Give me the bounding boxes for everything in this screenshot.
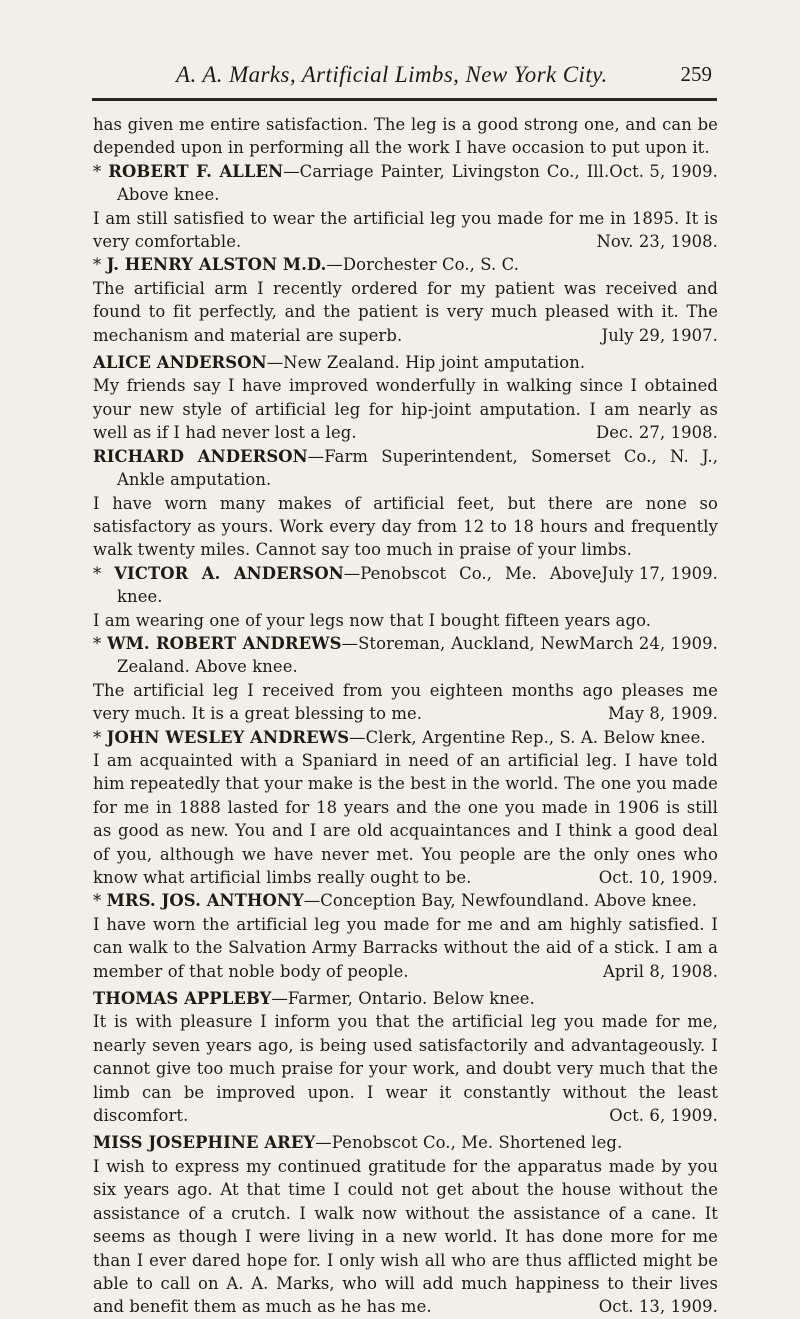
testimonial-entry <box>93 253 718 347</box>
testimonial-name: RICHARD ANDERSON <box>93 446 308 466</box>
testimonial-name: MRS. JOS. ANTHONY <box>106 891 304 911</box>
testimonial-details: —Farmer, Ontario. Below knee. <box>271 989 535 1009</box>
running-head: A. A. Marks, Artificial Limbs, New York City. <box>176 62 608 87</box>
testimonial-details: —Storeman, Auckland, New Zealand. Above knee. <box>117 633 579 677</box>
testimonial-details: —New Zealand. Hip joint amputation. <box>266 353 586 373</box>
testimonial-date: March 24, 1909. <box>578 633 718 653</box>
testimonial-heading <box>93 253 718 276</box>
testimonial-name: ROBERT F. ALLEN <box>108 161 284 181</box>
testimonial-text: The artificial leg I received from you eighteen months ago pleases me very much. It is a great blessing to me. May 8, 1909. <box>93 679 718 726</box>
testimonial-text: I am acquainted with a Spaniard in need of an artificial leg. I have told him repeatedly that your make is the best in the world. The one you made for me in 1888 lasted for 18 years and the one you made in 1906 is still as good as new. You and I are old acquaintances and I think a good deal of you, although we have never met. You people are the only ones who know what artificial limbs really ought to be. Oct. 10, 1909. <box>93 749 718 889</box>
testimonial-text: The artificial arm I recently ordered for my patient was received and found to fit perfectly, and the patient is very much pleased with it. The mechanism and material are superb. July 29, 1907. <box>93 277 718 347</box>
testimonial-details: —Clerk, Argentine Rep., S. A. Below knee. <box>349 727 706 747</box>
testimonial-date: Oct. 10, 1909. <box>598 868 718 887</box>
testimonial-entry <box>93 1131 718 1318</box>
testimonials-column <box>93 113 718 1319</box>
testimonial-star: * <box>93 161 109 181</box>
testimonial-heading <box>93 726 718 749</box>
testimonial-text: I am wearing one of your legs now that I bought fifteen years ago. March 24, 1909. <box>93 609 718 632</box>
testimonial-date: July 17, 1909. <box>601 563 718 583</box>
testimonial-details: —Penobscot Co., Me. Above knee. <box>117 563 602 607</box>
testimonial-text: I have worn the artificial leg you made for me and am highly satisfied. I can walk to the Salvation Army Barracks without the aid of a stick. I am a member of that noble body of people. April 8, 1908. <box>93 913 718 983</box>
testimonial-heading <box>93 889 718 912</box>
testimonial-star: * <box>93 727 107 747</box>
testimonial-date: Oct. 13, 1909. <box>598 1297 718 1317</box>
testimonial-heading <box>93 445 718 492</box>
header-rule <box>92 98 717 101</box>
testimonial-entry <box>93 726 718 890</box>
testimonial-details: —Conception Bay, Newfoundland. Above knee. <box>303 891 698 911</box>
page-number: 259 <box>680 62 712 86</box>
testimonial-date: Oct. 5, 1909. <box>609 161 718 181</box>
testimonial-name: J. HENRY ALSTON M.D. <box>106 255 327 275</box>
testimonial-list <box>93 160 718 1319</box>
testimonial-name: MISS JOSEPHINE AREY <box>93 1133 316 1153</box>
testimonial-name: JOHN WESLEY ANDREWS <box>106 727 350 747</box>
testimonial-heading <box>93 987 718 1010</box>
testimonial-name: WM. ROBERT ANDREWS <box>107 633 342 653</box>
testimonial-details: —Dorchester Co., S. C. <box>326 255 520 275</box>
testimonial-heading <box>93 351 718 374</box>
testimonial-date: Oct. 6, 1909. <box>609 1106 718 1126</box>
testimonial-details: —Penobscot Co., Me. Shortened leg. <box>315 1133 623 1153</box>
testimonial-details: —Carriage Painter, Livingston Co., Ill. Above knee. <box>117 161 610 205</box>
testimonial-name: VICTOR A. ANDERSON <box>114 563 344 583</box>
testimonial-details: —Farm Superintendent, Somerset Co., N. J., Ankle amputation. <box>117 446 718 490</box>
testimonial-star: * <box>93 255 107 275</box>
testimonial-entry <box>93 351 718 445</box>
testimonial-text: I am still satisfied to wear the artificial leg you made for me in 1895. It is very comfortable. Nov. 23, 1908. <box>93 207 718 254</box>
testimonial-heading <box>93 1131 718 1154</box>
testimonial-star: * <box>93 563 115 583</box>
testimonial-text: I wish to express my continued gratitude for the apparatus made by you six years ago. At that time I could not get about the house without the assistance of a crutch. I walk now without the assistance of a cane. It seems as though I were living in a new world. It has done more for me than I ever dared hope for. I only wish all who are thus afflicted might be able to call on A. A. Marks, who will add much happiness to their lives and benefit them as much as he has me. Oct. 13, 1909. <box>93 1155 718 1319</box>
testimonial-text: It is with pleasure I inform you that the artificial leg you made for me, nearly seven years ago, is being used satisfactorily and advantageously. I cannot give too much praise for your work, and doubt very much that the limb can be improved upon. I wear it constantly without the least discomfort. Oct. 6, 1909. <box>93 1010 718 1127</box>
testimonial-date: July 29, 1907. <box>601 325 718 345</box>
testimonial-name: THOMAS APPLEBY <box>93 989 272 1009</box>
testimonial-text: My friends say I have improved wonderfully in walking since I obtained your new style of artificial leg for hip-joint amputation. I am nearly as well as if I had never lost a leg. Dec. 27, 1908. <box>93 374 718 444</box>
testimonial-entry <box>93 889 718 983</box>
testimonial-entry <box>93 987 718 1127</box>
testimonial-star: * <box>93 891 107 911</box>
testimonial-name: ALICE ANDERSON <box>93 353 267 373</box>
testimonial-date: April 8, 1908. <box>602 961 718 981</box>
testimonial-text: has given me entire satisfaction. The leg is a good strong one, and can be depended upon in performing all the work I have occasion to put upon it. Oct. 5, 1909. <box>93 113 718 160</box>
testimonial-date: Dec. 27, 1908. <box>595 423 718 443</box>
testimonial-date: Nov. 23, 1908. <box>596 232 718 252</box>
testimonial-text: I have worn many makes of artificial feet, but there are none so satisfactory as yours. Work every day from 12 to 18 hours and frequently walk twenty miles. Cannot say too much in praise of your limbs. July 17, 1909. <box>93 492 718 562</box>
testimonial-star: * <box>93 633 108 653</box>
testimonial-date: May 8, 1909. <box>608 704 718 724</box>
